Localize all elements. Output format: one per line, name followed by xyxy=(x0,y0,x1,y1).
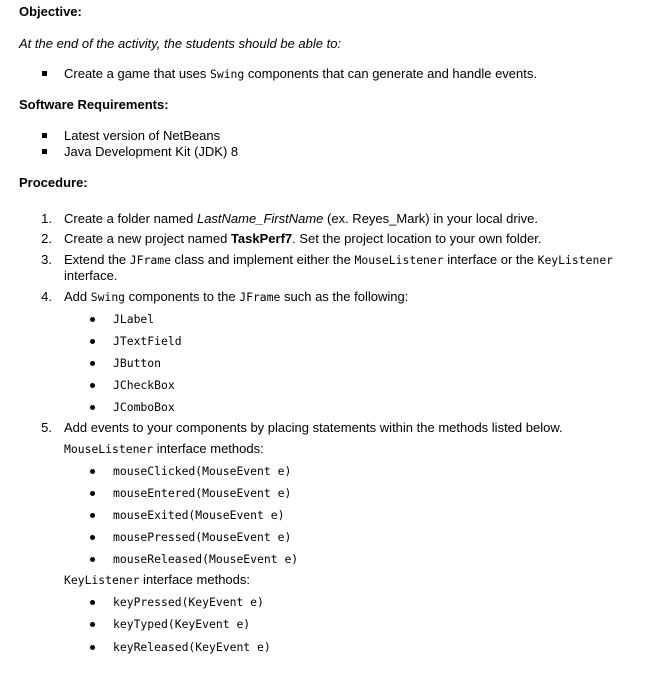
bullet-icon xyxy=(90,469,95,474)
mouse-method: mousePressed(MouseEvent e) xyxy=(113,530,292,544)
mouse-method: mouseReleased(MouseEvent e) xyxy=(113,552,299,566)
mouse-method: mouseClicked(MouseEvent e) xyxy=(113,464,292,478)
bullet-icon xyxy=(90,513,95,518)
objective-heading: Objective: xyxy=(19,4,82,19)
step-2: Create a new project named TaskPerf7. Set the project location to your own folder. xyxy=(64,231,542,246)
procedure-heading: Procedure: xyxy=(19,175,88,190)
step-3-continued: interface. xyxy=(64,268,118,283)
bullet-icon xyxy=(90,535,95,540)
bullet-icon xyxy=(90,383,95,388)
key-listener-label: KeyListener interface methods: xyxy=(64,572,250,587)
step-3: Extend the JFrame class and implement either the MouseListener interface or the KeyListener xyxy=(64,252,614,267)
step-4: Add Swing components to the JFrame such as the following: xyxy=(64,289,409,304)
bullet-icon xyxy=(90,405,95,410)
mouse-method: mouseEntered(MouseEvent e) xyxy=(113,486,292,500)
objective-intro: At the end of the activity, the students should be able to: xyxy=(19,36,342,51)
bullet-icon xyxy=(90,317,95,322)
bullet-icon xyxy=(90,645,95,650)
software-item: Java Development Kit (JDK) 8 xyxy=(64,144,239,159)
bullet-icon xyxy=(90,491,95,496)
key-method: keyReleased(KeyEvent e) xyxy=(113,640,271,654)
square-bullet-icon xyxy=(42,149,47,154)
bullet-icon xyxy=(90,339,95,344)
key-method: keyPressed(KeyEvent e) xyxy=(113,595,264,609)
key-method: keyTyped(KeyEvent e) xyxy=(113,617,251,631)
component-item: JLabel xyxy=(113,312,155,326)
bullet-icon xyxy=(90,622,95,627)
step-5: Add events to your components by placing statements within the methods listed below. xyxy=(64,420,563,435)
objective-bullet: Create a game that uses Swing components that can generate and handle events. xyxy=(64,66,537,81)
bullet-icon xyxy=(90,600,95,605)
software-item: Latest version of NetBeans xyxy=(64,128,221,143)
bullet-icon xyxy=(90,361,95,366)
component-item: JButton xyxy=(113,356,162,370)
bullet-icon xyxy=(90,557,95,562)
component-item: JTextField xyxy=(113,334,182,348)
component-item: JComboBox xyxy=(113,400,175,414)
step-number: 4. xyxy=(41,289,52,304)
step-1: Create a folder named LastName_FirstName (ex. Reyes_Mark) in your local drive. xyxy=(64,211,538,226)
step-number: 5. xyxy=(41,420,52,435)
square-bullet-icon xyxy=(42,133,47,138)
step-number: 1. xyxy=(41,211,52,226)
square-bullet-icon xyxy=(42,71,47,76)
software-heading: Software Requirements: xyxy=(19,97,169,112)
step-number: 3. xyxy=(41,252,52,267)
mouse-method: mouseExited(MouseEvent e) xyxy=(113,508,285,522)
step-number: 2. xyxy=(41,231,52,246)
mouse-listener-label: MouseListener interface methods: xyxy=(64,441,264,456)
component-item: JCheckBox xyxy=(113,378,175,392)
